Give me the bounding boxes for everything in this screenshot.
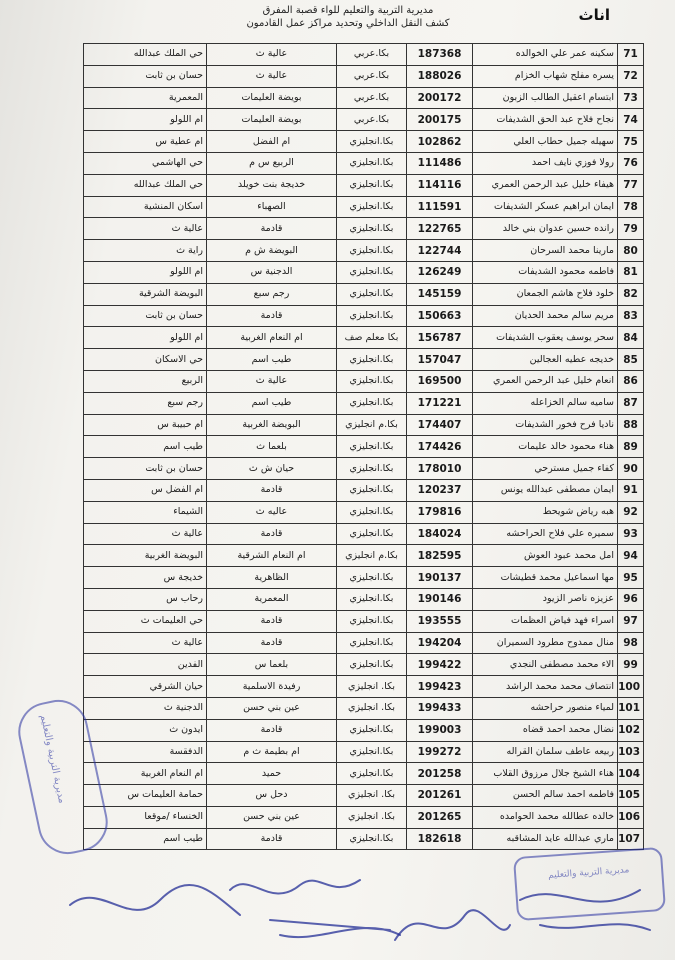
table-row bbox=[84, 632, 644, 654]
employee-id: 201265 bbox=[407, 806, 473, 828]
employee-id: 199422 bbox=[407, 654, 473, 676]
table-row bbox=[84, 414, 644, 436]
employee-name: يسره مفلح شهاب الخزام bbox=[473, 65, 618, 87]
row-number: 102 bbox=[618, 719, 644, 741]
employee-name: سكينه عمر علي الخوالده bbox=[473, 44, 618, 66]
report-title: كشف النقل الداخلي وتحديد مراكز عمل القادمون bbox=[246, 18, 450, 29]
table-row bbox=[84, 697, 644, 719]
qualification: بكا.انجليزي bbox=[337, 436, 407, 458]
row-number: 82 bbox=[618, 283, 644, 305]
qualification: بكا.م انجليزي bbox=[337, 545, 407, 567]
new-school: ام اللولو bbox=[84, 109, 207, 131]
qualification: بكا.انجليزي bbox=[337, 654, 407, 676]
new-school: عالية ث bbox=[84, 632, 207, 654]
qualification: بكا.عربي bbox=[337, 87, 407, 109]
current-school: طيب اسم bbox=[207, 349, 337, 371]
table-row bbox=[84, 305, 644, 327]
table-row bbox=[84, 567, 644, 589]
employee-name: خديجه عطيه العجالين bbox=[473, 349, 618, 371]
new-school: حي العليمات ث bbox=[84, 610, 207, 632]
qualification: بكا.انجليزي bbox=[337, 610, 407, 632]
employee-id: 122765 bbox=[407, 218, 473, 240]
table-row bbox=[84, 806, 644, 828]
signature-2 bbox=[230, 880, 360, 894]
qualification: بكا.انجليزي bbox=[337, 196, 407, 218]
qualification: بكا.انجليزي bbox=[337, 523, 407, 545]
signature-4 bbox=[395, 910, 510, 940]
new-school: حمامة العليمات س bbox=[84, 785, 207, 807]
new-school: الربيع bbox=[84, 370, 207, 392]
current-school: ام النعام الغربية bbox=[207, 327, 337, 349]
row-number: 92 bbox=[618, 501, 644, 523]
current-school: البويضة ش م bbox=[207, 240, 337, 262]
current-school: بلعما ث bbox=[207, 436, 337, 458]
employee-id: 201261 bbox=[407, 785, 473, 807]
table-row bbox=[84, 174, 644, 196]
qualification: بكا.انجليزي bbox=[337, 218, 407, 240]
row-number: 86 bbox=[618, 370, 644, 392]
employee-name: فاطمه احمد سالم الحسن bbox=[473, 785, 618, 807]
employee-name: مارينا محمد السرحان bbox=[473, 240, 618, 262]
employee-id: 174426 bbox=[407, 436, 473, 458]
row-number: 85 bbox=[618, 349, 644, 371]
employee-id: 200175 bbox=[407, 109, 473, 131]
row-number: 101 bbox=[618, 697, 644, 719]
current-school: عالية ث bbox=[207, 370, 337, 392]
employee-id: 145159 bbox=[407, 283, 473, 305]
employee-name: سهيله جميل حطاب العلي bbox=[473, 131, 618, 153]
current-school: عين بني حسن bbox=[207, 697, 337, 719]
row-number: 83 bbox=[618, 305, 644, 327]
current-school: عالية ث bbox=[207, 44, 337, 66]
table-row bbox=[84, 109, 644, 131]
row-number: 100 bbox=[618, 676, 644, 698]
current-school: الصهباء bbox=[207, 196, 337, 218]
employee-id: 199423 bbox=[407, 676, 473, 698]
table-row bbox=[84, 654, 644, 676]
employee-id: 178010 bbox=[407, 458, 473, 480]
employee-id: 201258 bbox=[407, 763, 473, 785]
new-school: ام حبيبة س bbox=[84, 414, 207, 436]
row-number: 77 bbox=[618, 174, 644, 196]
directorate-title: مديرية التربية والتعليم للواء قصبة المفرق bbox=[262, 5, 434, 16]
row-number: 91 bbox=[618, 479, 644, 501]
row-number: 89 bbox=[618, 436, 644, 458]
row-number: 84 bbox=[618, 327, 644, 349]
current-school: الظاهرية bbox=[207, 567, 337, 589]
new-school: الخنساء /موقعا bbox=[84, 806, 207, 828]
employee-name: خالده عطالله محمد الحوامده bbox=[473, 806, 618, 828]
employee-id: 122744 bbox=[407, 240, 473, 262]
table-row bbox=[84, 196, 644, 218]
qualification: بكا.انجليزي bbox=[337, 349, 407, 371]
qualification: بكا.انجليزي bbox=[337, 741, 407, 763]
employee-name: نضال محمد احمد قضاه bbox=[473, 719, 618, 741]
employee-id: 190146 bbox=[407, 588, 473, 610]
employee-name: ابتسام اعقيل الطالب الزبون bbox=[473, 87, 618, 109]
employee-id: 169500 bbox=[407, 370, 473, 392]
employee-name: هناء محمود خالد عليمات bbox=[473, 436, 618, 458]
qualification: بكا.عربي bbox=[337, 109, 407, 131]
new-school: ام النعام الغربية bbox=[84, 763, 207, 785]
qualification: بكا.انجليزي bbox=[337, 240, 407, 262]
row-number: 88 bbox=[618, 414, 644, 436]
qualification: بكا. انجليزي bbox=[337, 676, 407, 698]
row-number: 98 bbox=[618, 632, 644, 654]
table-row bbox=[84, 523, 644, 545]
current-school: قادمة bbox=[207, 218, 337, 240]
employee-id: 120237 bbox=[407, 479, 473, 501]
table-row bbox=[84, 152, 644, 174]
current-school: حيان ش ث bbox=[207, 458, 337, 480]
new-school: طيب اسم bbox=[84, 828, 207, 850]
qualification: بكا.انجليزي bbox=[337, 392, 407, 414]
employee-name: هبه رياض شويحط bbox=[473, 501, 618, 523]
qualification: بكا معلم صف bbox=[337, 327, 407, 349]
table-row bbox=[84, 283, 644, 305]
table-row bbox=[84, 676, 644, 698]
new-school: حي الهاشمي bbox=[84, 152, 207, 174]
row-number: 76 bbox=[618, 152, 644, 174]
row-number: 73 bbox=[618, 87, 644, 109]
qualification: بكا.انجليزي bbox=[337, 370, 407, 392]
row-number: 80 bbox=[618, 240, 644, 262]
employee-id: 179816 bbox=[407, 501, 473, 523]
table-row bbox=[84, 828, 644, 850]
current-school: قادمة bbox=[207, 523, 337, 545]
new-school: رجم سبع bbox=[84, 392, 207, 414]
current-school: رفيدة الاسلمية bbox=[207, 676, 337, 698]
employee-id: 200172 bbox=[407, 87, 473, 109]
table-row bbox=[84, 545, 644, 567]
employee-id: 126249 bbox=[407, 261, 473, 283]
employee-id: 150663 bbox=[407, 305, 473, 327]
row-number: 78 bbox=[618, 196, 644, 218]
table-row bbox=[84, 370, 644, 392]
transfer-table-body bbox=[84, 44, 644, 850]
employee-name: ناديا فرح فخور الشديفات bbox=[473, 414, 618, 436]
new-school: راية ث bbox=[84, 240, 207, 262]
new-school: اسكان المنشية bbox=[84, 196, 207, 218]
row-number: 71 bbox=[618, 44, 644, 66]
employee-id: 111591 bbox=[407, 196, 473, 218]
current-school: عاليه ث bbox=[207, 501, 337, 523]
employee-name: الاء محمد مصطفى النجدي bbox=[473, 654, 618, 676]
new-school: ام اللولو bbox=[84, 327, 207, 349]
official-stamp-right bbox=[513, 847, 666, 921]
employee-name: سميره علي فلاح الحراحشه bbox=[473, 523, 618, 545]
qualification: بكا.انجليزي bbox=[337, 131, 407, 153]
employee-name: انتصاف محمد محمد الراشد bbox=[473, 676, 618, 698]
row-number: 79 bbox=[618, 218, 644, 240]
new-school: ام الفضل س bbox=[84, 479, 207, 501]
employee-name: عزيزه ناصر الزيود bbox=[473, 588, 618, 610]
current-school: قادمة bbox=[207, 610, 337, 632]
new-school: طيب اسم bbox=[84, 436, 207, 458]
table-row bbox=[84, 44, 644, 66]
employee-id: 111486 bbox=[407, 152, 473, 174]
current-school: بويضة العليمات bbox=[207, 87, 337, 109]
row-number: 103 bbox=[618, 741, 644, 763]
row-number: 97 bbox=[618, 610, 644, 632]
current-school: قادمة bbox=[207, 305, 337, 327]
table-row bbox=[84, 392, 644, 414]
current-school: طيب اسم bbox=[207, 392, 337, 414]
employee-id: 157047 bbox=[407, 349, 473, 371]
employee-id: 182595 bbox=[407, 545, 473, 567]
table-row bbox=[84, 741, 644, 763]
current-school: رجم سبع bbox=[207, 283, 337, 305]
table-row bbox=[84, 218, 644, 240]
row-number: 81 bbox=[618, 261, 644, 283]
current-school: عالية ث bbox=[207, 65, 337, 87]
employee-name: لمياء منصور حراحشه bbox=[473, 697, 618, 719]
new-school: حي الملك عبدالله bbox=[84, 44, 207, 66]
employee-name: اسراء فهد فياض العظمات bbox=[473, 610, 618, 632]
current-school: ام الفضل bbox=[207, 131, 337, 153]
qualification: بكا.انجليزي bbox=[337, 305, 407, 327]
row-number: 90 bbox=[618, 458, 644, 480]
row-number: 75 bbox=[618, 131, 644, 153]
new-school: رحاب س bbox=[84, 588, 207, 610]
employee-id: 194204 bbox=[407, 632, 473, 654]
qualification: بكا.عربي bbox=[337, 44, 407, 66]
signature-3 bbox=[270, 920, 400, 937]
row-number: 96 bbox=[618, 588, 644, 610]
employee-name: كفاء جميل مسترحي bbox=[473, 458, 618, 480]
new-school: الفدين bbox=[84, 654, 207, 676]
qualification: بكا.انجليزي bbox=[337, 174, 407, 196]
employee-name: هيفاء خليل عبد الرحمن العمري bbox=[473, 174, 618, 196]
new-school: البويضة الغربية bbox=[84, 545, 207, 567]
table-row bbox=[84, 785, 644, 807]
employee-name: انعام خليل عبد الرحمن العمري bbox=[473, 370, 618, 392]
table-row bbox=[84, 436, 644, 458]
current-school: خديجة بنت خويلد bbox=[207, 174, 337, 196]
current-school: الربيع س م bbox=[207, 152, 337, 174]
qualification: بكا.انجليزي bbox=[337, 501, 407, 523]
employee-id: 188026 bbox=[407, 65, 473, 87]
row-number: 94 bbox=[618, 545, 644, 567]
row-number: 87 bbox=[618, 392, 644, 414]
qualification: بكا.عربي bbox=[337, 65, 407, 87]
new-school: حسان بن ثابت bbox=[84, 305, 207, 327]
current-school: قادمة bbox=[207, 828, 337, 850]
table-row bbox=[84, 327, 644, 349]
row-number: 72 bbox=[618, 65, 644, 87]
table-row bbox=[84, 479, 644, 501]
row-number: 106 bbox=[618, 806, 644, 828]
employee-id: 187368 bbox=[407, 44, 473, 66]
qualification: بكا.انجليزي bbox=[337, 567, 407, 589]
employee-name: هناء الشيخ جلال مرزوق القلاب bbox=[473, 763, 618, 785]
employee-id: 156787 bbox=[407, 327, 473, 349]
current-school: بلعما س bbox=[207, 654, 337, 676]
new-school: حي الاسكان bbox=[84, 349, 207, 371]
new-school: الشيماء bbox=[84, 501, 207, 523]
signature-1 bbox=[70, 885, 240, 915]
table-row bbox=[84, 719, 644, 741]
current-school: الدجنية س bbox=[207, 261, 337, 283]
current-school: ام بطيمة ث م bbox=[207, 741, 337, 763]
employee-id: 190137 bbox=[407, 567, 473, 589]
new-school: البويضة الشرقية bbox=[84, 283, 207, 305]
employee-name: نجاح فلاح عبد الحق الشديفات bbox=[473, 109, 618, 131]
employee-id: 174407 bbox=[407, 414, 473, 436]
table-row bbox=[84, 349, 644, 371]
row-number: 107 bbox=[618, 828, 644, 850]
table-row bbox=[84, 458, 644, 480]
table-row bbox=[84, 261, 644, 283]
employee-id: 199272 bbox=[407, 741, 473, 763]
employee-id: 193555 bbox=[407, 610, 473, 632]
row-number: 74 bbox=[618, 109, 644, 131]
new-school: حيان الشرقي bbox=[84, 676, 207, 698]
employee-name: خلود فلاح هاشم الجمعان bbox=[473, 283, 618, 305]
transfer-table bbox=[83, 43, 644, 850]
new-school: المعمرية bbox=[84, 87, 207, 109]
new-school: عالية ث bbox=[84, 218, 207, 240]
qualification: بكا.انجليزي bbox=[337, 458, 407, 480]
employee-id: 199433 bbox=[407, 697, 473, 719]
employee-name: رانده حسين عدوان بني خالد bbox=[473, 218, 618, 240]
row-number: 95 bbox=[618, 567, 644, 589]
stamp-left-text: مديرية التربية والتعليم bbox=[37, 713, 68, 805]
employee-name: منال ممدوح مطرود السميران bbox=[473, 632, 618, 654]
employee-name: فاطمه محمود الشديفات bbox=[473, 261, 618, 283]
qualification: بكا.انجليزي bbox=[337, 283, 407, 305]
employee-name: ايمان مصطفى عبدالله يونس bbox=[473, 479, 618, 501]
row-number: 104 bbox=[618, 763, 644, 785]
employee-id: 184024 bbox=[407, 523, 473, 545]
current-school: دحل س bbox=[207, 785, 337, 807]
table-row bbox=[84, 763, 644, 785]
employee-name: رولا فوزي نايف احمد bbox=[473, 152, 618, 174]
qualification: بكا.انجليزي bbox=[337, 261, 407, 283]
new-school: الدفقسة bbox=[84, 741, 207, 763]
qualification: بكا.انجليزي bbox=[337, 828, 407, 850]
employee-name: ربيعه عاطف سلمان القراله bbox=[473, 741, 618, 763]
qualification: بكا. انجليزي bbox=[337, 806, 407, 828]
new-school: ام عطية س bbox=[84, 131, 207, 153]
new-school: خديجة س bbox=[84, 567, 207, 589]
table-row bbox=[84, 610, 644, 632]
employee-id: 102862 bbox=[407, 131, 473, 153]
qualification: بكا.انجليزي bbox=[337, 632, 407, 654]
current-school: قادمة bbox=[207, 632, 337, 654]
employee-name: مها اسماعيل محمد قطيشات bbox=[473, 567, 618, 589]
new-school: ايدون ث bbox=[84, 719, 207, 741]
current-school: حميد bbox=[207, 763, 337, 785]
table-row bbox=[84, 65, 644, 87]
qualification: بكا.م انجليزي bbox=[337, 414, 407, 436]
new-school: الدجنية ث bbox=[84, 697, 207, 719]
table-row bbox=[84, 501, 644, 523]
qualification: بكا.انجليزي bbox=[337, 763, 407, 785]
new-school: ام اللولو bbox=[84, 261, 207, 283]
document-header bbox=[238, 4, 458, 30]
qualification: بكا.انجليزي bbox=[337, 719, 407, 741]
employee-name: سحر يوسف يعقوب الشديفات bbox=[473, 327, 618, 349]
new-school: حسان بن ثابت bbox=[84, 458, 207, 480]
qualification: بكا. انجليزي bbox=[337, 697, 407, 719]
new-school: حي الملك عبدالله bbox=[84, 174, 207, 196]
current-school: ام النعام الشرقية bbox=[207, 545, 337, 567]
gender-heading: اناث bbox=[578, 6, 610, 24]
row-number: 93 bbox=[618, 523, 644, 545]
current-school: عين بني حسن bbox=[207, 806, 337, 828]
qualification: بكا.انجليزي bbox=[337, 479, 407, 501]
stamp-right-text: مديرية التربية والتعليم bbox=[547, 865, 630, 881]
current-school: بويضة العليمات bbox=[207, 109, 337, 131]
table-row bbox=[84, 87, 644, 109]
employee-name: ساميه سالم الخزاعله bbox=[473, 392, 618, 414]
table-row bbox=[84, 131, 644, 153]
new-school: حسان بن ثابت bbox=[84, 65, 207, 87]
current-school: المعمرية bbox=[207, 588, 337, 610]
table-row bbox=[84, 588, 644, 610]
qualification: بكا.انجليزي bbox=[337, 588, 407, 610]
employee-id: 114116 bbox=[407, 174, 473, 196]
employee-id: 199003 bbox=[407, 719, 473, 741]
employee-name: ماري عبدالله عايد المشاقبه bbox=[473, 828, 618, 850]
employee-name: ايمان ابراهيم عسكر الشديفات bbox=[473, 196, 618, 218]
row-number: 105 bbox=[618, 785, 644, 807]
employee-name: امل محمد عبود العوش bbox=[473, 545, 618, 567]
qualification: بكا.انجليزي bbox=[337, 152, 407, 174]
employee-name: مريم سالم محمد الحديان bbox=[473, 305, 618, 327]
table-row bbox=[84, 240, 644, 262]
employee-id: 182618 bbox=[407, 828, 473, 850]
qualification: بكا. انجليزي bbox=[337, 785, 407, 807]
new-school: عالية ث bbox=[84, 523, 207, 545]
current-school: قادمة bbox=[207, 479, 337, 501]
current-school: البويضة الغربية bbox=[207, 414, 337, 436]
current-school: قادمة bbox=[207, 719, 337, 741]
row-number: 99 bbox=[618, 654, 644, 676]
employee-id: 171221 bbox=[407, 392, 473, 414]
